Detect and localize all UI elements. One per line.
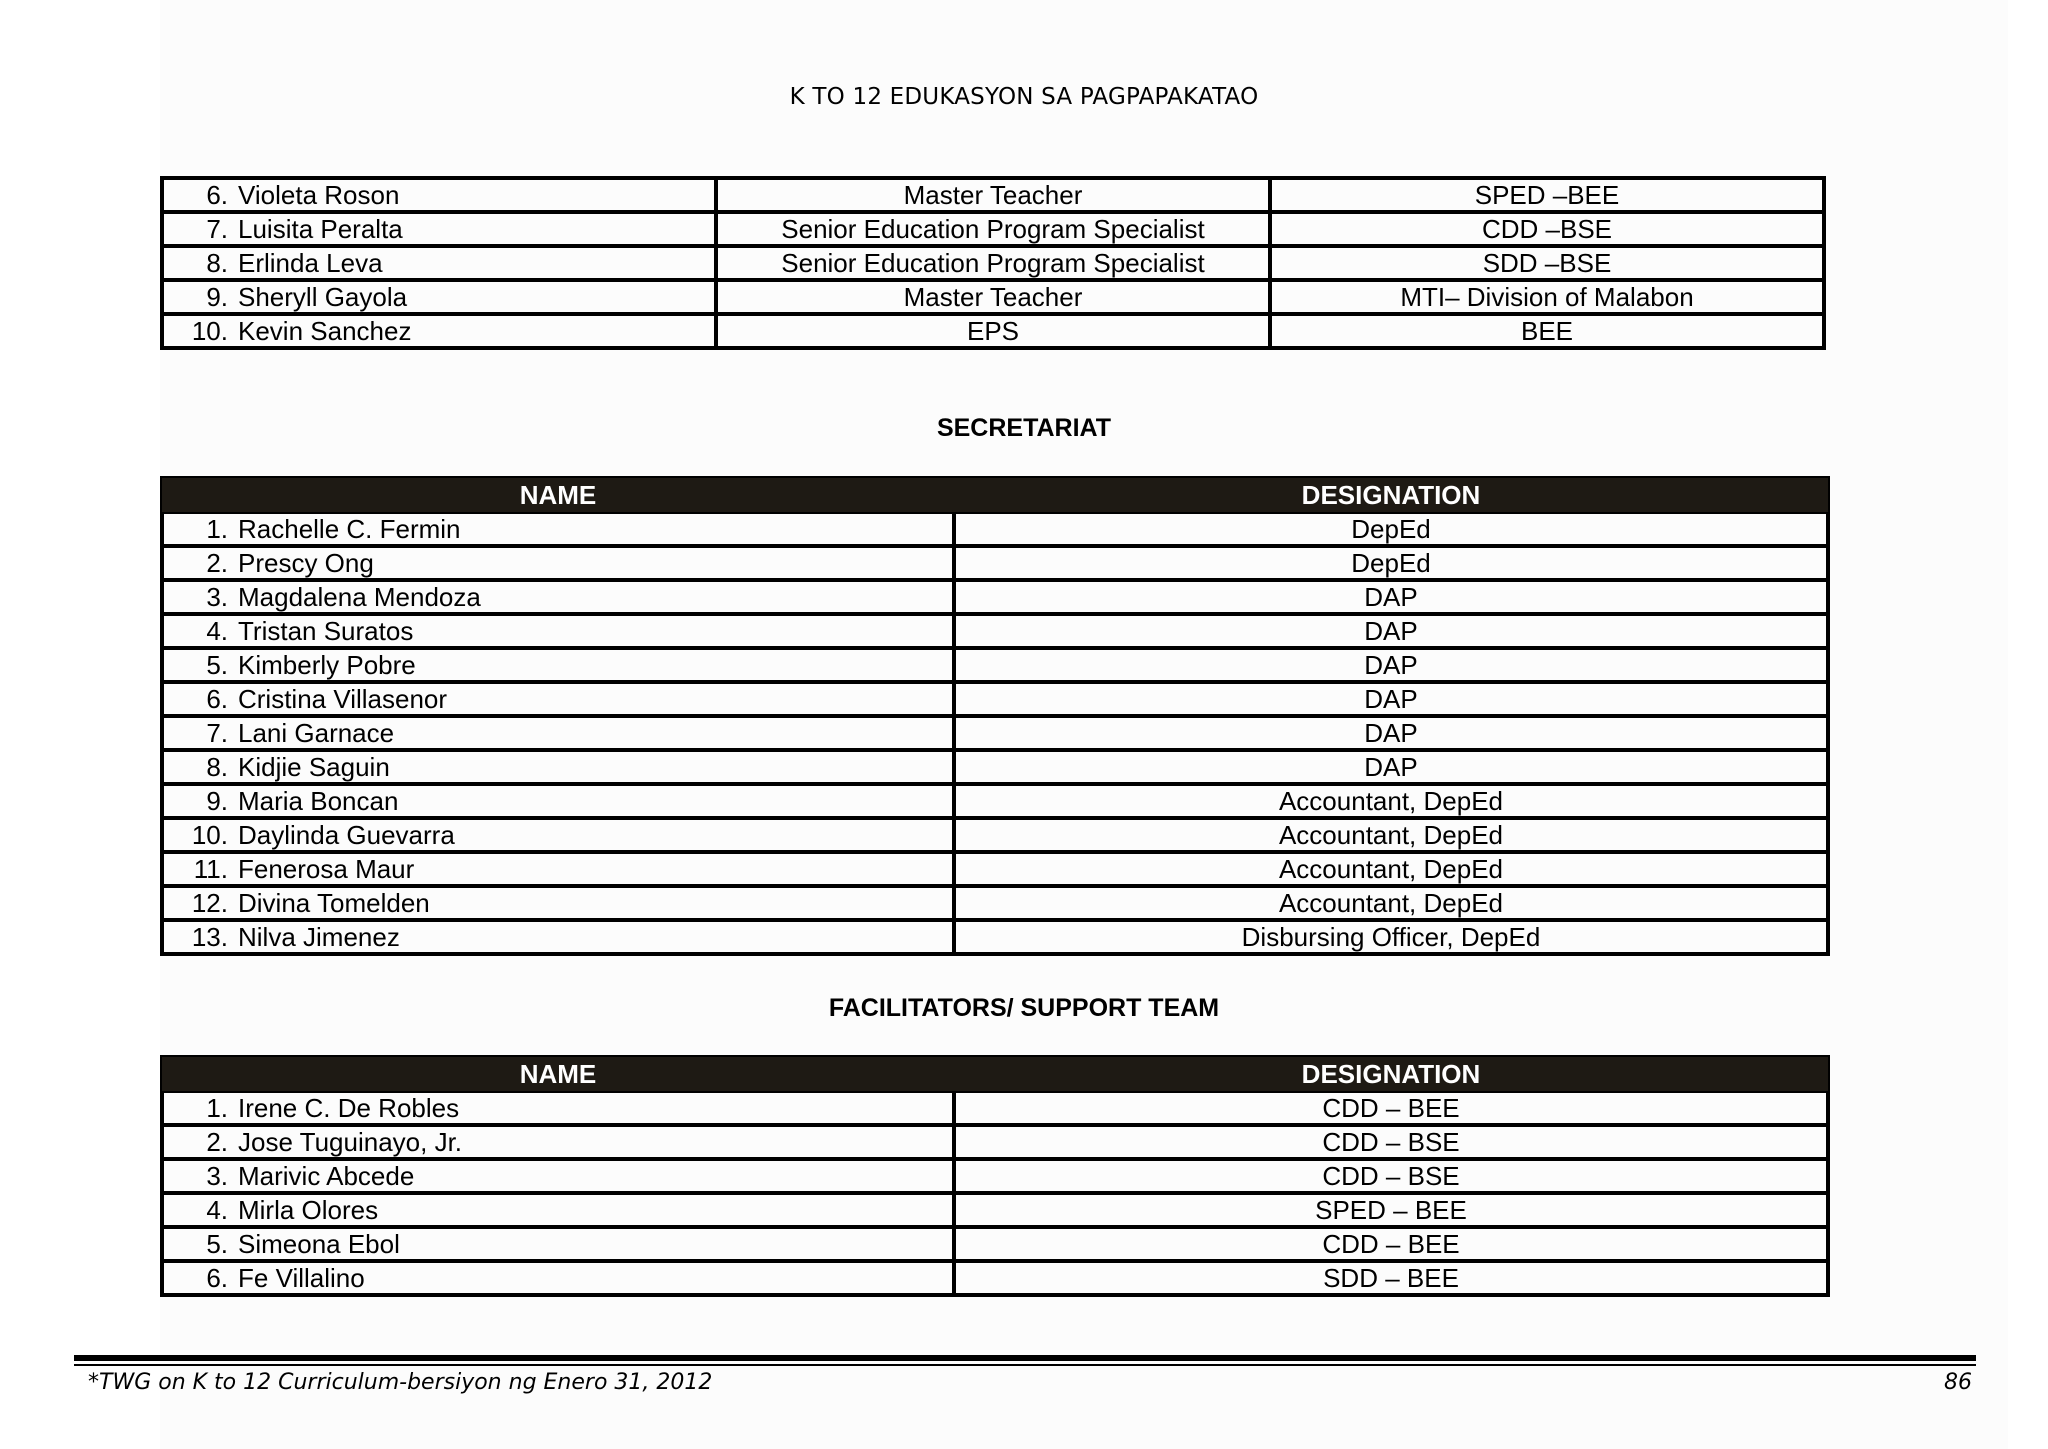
row-number: 11. — [193, 854, 228, 884]
name-cell — [162, 716, 954, 750]
facilitators-title: FACILITATORS/ SUPPORT TEAM — [828, 994, 1220, 1022]
table-row — [162, 1159, 1828, 1193]
name-cell — [162, 920, 954, 954]
designation-cell: DepEd — [954, 512, 1828, 546]
committee-table — [160, 176, 1826, 350]
name-cell — [162, 750, 954, 784]
row-number: 13. — [191, 922, 228, 952]
footer-note: *TWG on K to 12 Curriculum-bersiyon ng Enero 31, 2012 — [88, 1370, 713, 1395]
facilitators-header-row — [162, 1057, 1828, 1091]
name-cell — [162, 614, 954, 648]
position-cell: Senior Education Program Specialist — [716, 212, 1270, 246]
person-name: Kimberly Pobre — [238, 650, 416, 680]
table-row — [162, 716, 1828, 750]
table-row — [162, 1193, 1828, 1227]
row-number: 6. — [206, 180, 228, 210]
footer-rule-thick — [74, 1355, 1976, 1361]
row-number: 10. — [191, 820, 228, 850]
secretariat-designation-header: DESIGNATION — [954, 478, 1828, 512]
person-name: Magdalena Mendoza — [238, 582, 481, 612]
table-row — [162, 280, 1824, 314]
row-number: 7. — [206, 718, 228, 748]
designation-cell: Accountant, DepEd — [954, 852, 1828, 886]
row-number: 10. — [191, 316, 228, 346]
row-number: 12. — [191, 888, 228, 918]
secretariat-name-header: NAME — [162, 478, 954, 512]
position-cell: EPS — [716, 314, 1270, 348]
secretariat-title: SECRETARIAT — [936, 414, 1112, 442]
designation-cell: DAP — [954, 580, 1828, 614]
secretariat-table — [160, 476, 1830, 956]
name-cell — [162, 648, 954, 682]
table-row — [162, 314, 1824, 348]
footer-rule-thin — [74, 1364, 1976, 1366]
row-number: 6. — [206, 1263, 228, 1293]
row-number: 8. — [206, 248, 228, 278]
name-cell — [162, 818, 954, 852]
office-cell: SDD –BSE — [1270, 246, 1824, 280]
table-row — [162, 246, 1824, 280]
designation-cell: CDD – BSE — [954, 1159, 1828, 1193]
person-name: Divina Tomelden — [238, 888, 430, 918]
person-name: Violeta Roson — [238, 180, 400, 210]
table-row — [162, 852, 1828, 886]
table-row — [162, 512, 1828, 546]
designation-cell: DepEd — [954, 546, 1828, 580]
row-number: 7. — [206, 214, 228, 244]
person-name: Irene C. De Robles — [238, 1093, 460, 1123]
name-cell — [162, 682, 954, 716]
table-row — [162, 1125, 1828, 1159]
office-cell: BEE — [1270, 314, 1824, 348]
designation-cell: SPED – BEE — [954, 1193, 1828, 1227]
designation-cell: DAP — [954, 682, 1828, 716]
row-number: 9. — [206, 282, 228, 312]
name-cell — [162, 280, 716, 314]
table-row — [162, 1227, 1828, 1261]
table-row — [162, 1261, 1828, 1295]
row-number: 9. — [206, 786, 228, 816]
row-number: 1. — [206, 514, 228, 544]
table-row — [162, 614, 1828, 648]
row-number: 5. — [206, 1229, 228, 1259]
office-cell: MTI– Division of Malabon — [1270, 280, 1824, 314]
person-name: Tristan Suratos — [238, 616, 414, 646]
person-name: Kidjie Saguin — [238, 752, 390, 782]
row-number: 8. — [206, 752, 228, 782]
table-row — [162, 648, 1828, 682]
name-cell — [162, 852, 954, 886]
designation-cell: Accountant, DepEd — [954, 886, 1828, 920]
row-number: 2. — [206, 548, 228, 578]
table-row — [162, 750, 1828, 784]
page-number: 86 — [1944, 1370, 1972, 1395]
row-number: 2. — [206, 1127, 228, 1157]
name-cell — [162, 1193, 954, 1227]
name-cell — [162, 314, 716, 348]
designation-cell: DAP — [954, 716, 1828, 750]
name-cell — [162, 1159, 954, 1193]
table-row — [162, 682, 1828, 716]
designation-cell: Accountant, DepEd — [954, 818, 1828, 852]
name-cell — [162, 212, 716, 246]
page-header-title: K TO 12 EDUKASYON SA PAGPAPAKATAO — [789, 84, 1259, 110]
name-cell — [162, 546, 954, 580]
facilitators-name-header: NAME — [162, 1057, 954, 1091]
person-name: Sheryll Gayola — [238, 282, 408, 312]
person-name: Daylinda Guevarra — [238, 820, 455, 850]
position-cell: Master Teacher — [716, 178, 1270, 212]
person-name: Fenerosa Maur — [238, 854, 415, 884]
row-number: 3. — [206, 1161, 228, 1191]
name-cell — [162, 512, 954, 546]
person-name: Rachelle C. Fermin — [238, 514, 461, 544]
table-row — [162, 178, 1824, 212]
name-cell — [162, 246, 716, 280]
name-cell — [162, 1261, 954, 1295]
facilitators-designation-header: DESIGNATION — [954, 1057, 1828, 1091]
office-cell: SPED –BEE — [1270, 178, 1824, 212]
table-row — [162, 818, 1828, 852]
facilitators-table — [160, 1055, 1830, 1297]
name-cell — [162, 1091, 954, 1125]
name-cell — [162, 886, 954, 920]
row-number: 3. — [206, 582, 228, 612]
person-name: Nilva Jimenez — [238, 922, 400, 952]
name-cell — [162, 784, 954, 818]
designation-cell: CDD – BSE — [954, 1125, 1828, 1159]
person-name: Simeona Ebol — [238, 1229, 400, 1259]
person-name: Maria Boncan — [238, 786, 399, 816]
designation-cell: CDD – BEE — [954, 1227, 1828, 1261]
designation-cell: Accountant, DepEd — [954, 784, 1828, 818]
person-name: Kevin Sanchez — [238, 316, 412, 346]
row-number: 4. — [206, 1195, 228, 1225]
person-name: Fe Villalino — [238, 1263, 365, 1293]
person-name: Cristina Villasenor — [238, 684, 448, 714]
position-cell: Master Teacher — [716, 280, 1270, 314]
table-row — [162, 580, 1828, 614]
name-cell — [162, 580, 954, 614]
row-number: 4. — [206, 616, 228, 646]
person-name: Jose Tuguinayo, Jr. — [238, 1127, 463, 1157]
designation-cell: CDD – BEE — [954, 1091, 1828, 1125]
table-row — [162, 886, 1828, 920]
name-cell — [162, 178, 716, 212]
person-name: Marivic Abcede — [238, 1161, 415, 1191]
table-row — [162, 784, 1828, 818]
person-name: Erlinda Leva — [238, 248, 383, 278]
position-cell: Senior Education Program Specialist — [716, 246, 1270, 280]
name-cell — [162, 1125, 954, 1159]
table-row — [162, 1091, 1828, 1125]
secretariat-header-row — [162, 478, 1828, 512]
name-cell — [162, 1227, 954, 1261]
designation-cell: SDD – BEE — [954, 1261, 1828, 1295]
person-name: Prescy Ong — [238, 548, 374, 578]
designation-cell: Disbursing Officer, DepEd — [954, 920, 1828, 954]
person-name: Luisita Peralta — [238, 214, 403, 244]
row-number: 5. — [206, 650, 228, 680]
row-number: 1. — [206, 1093, 228, 1123]
designation-cell: DAP — [954, 750, 1828, 784]
row-number: 6. — [206, 684, 228, 714]
table-row — [162, 212, 1824, 246]
person-name: Lani Garnace — [238, 718, 395, 748]
designation-cell: DAP — [954, 614, 1828, 648]
table-row — [162, 920, 1828, 954]
person-name: Mirla Olores — [238, 1195, 379, 1225]
designation-cell: DAP — [954, 648, 1828, 682]
table-row — [162, 546, 1828, 580]
office-cell: CDD –BSE — [1270, 212, 1824, 246]
